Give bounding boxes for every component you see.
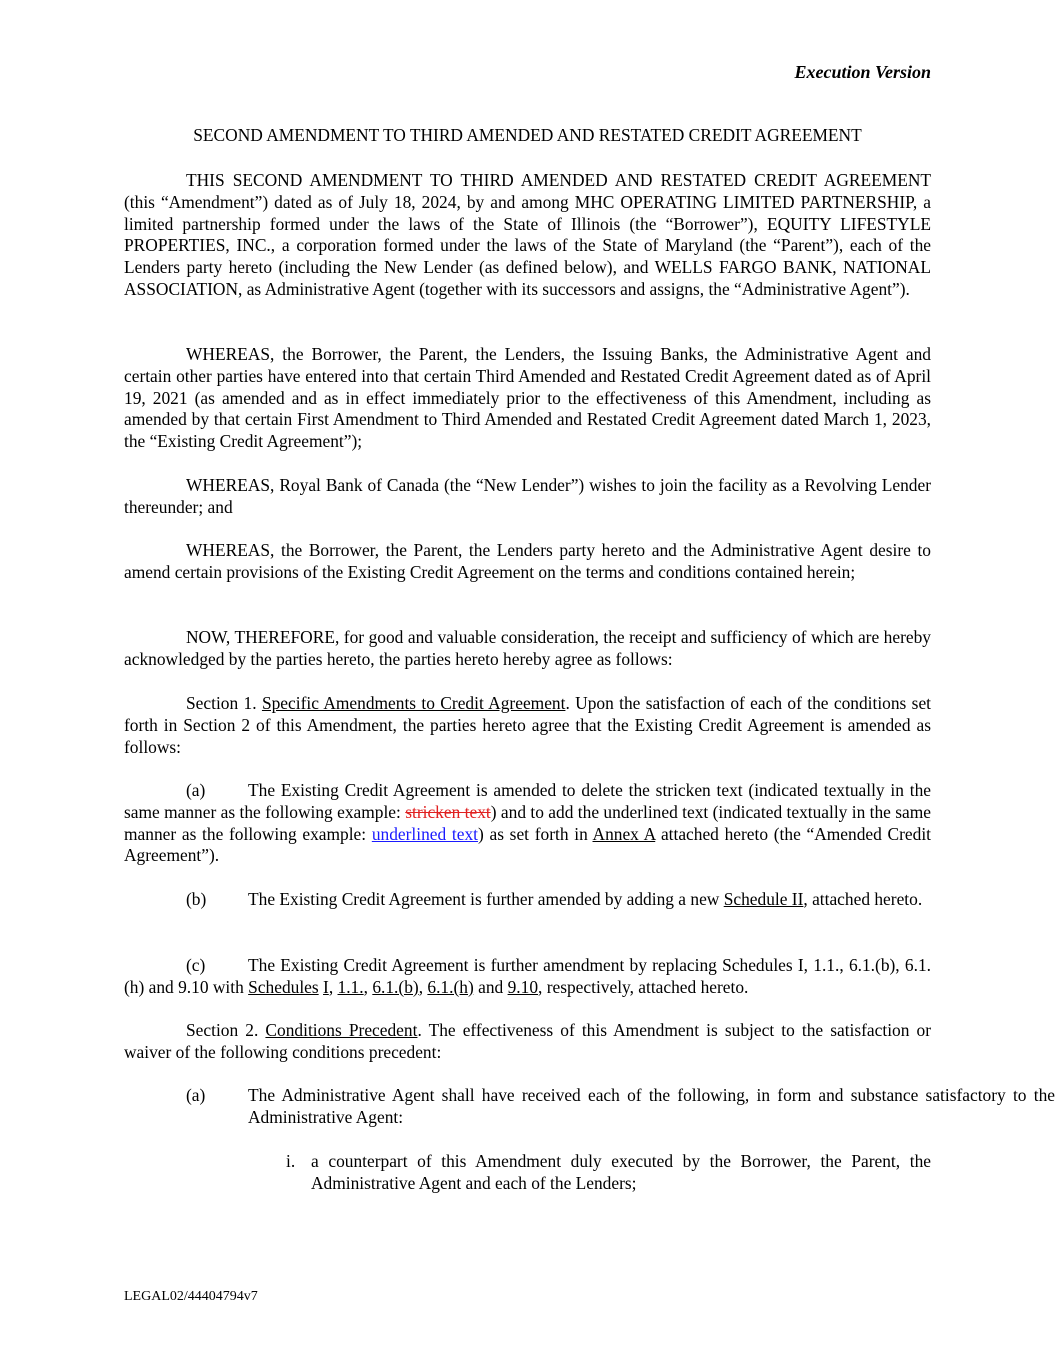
condition-i-paragraph xyxy=(124,1151,931,1195)
item-b-text-2: , attached hereto. xyxy=(803,889,923,909)
footer-doc-id: LEGAL02/44404794v7 xyxy=(124,1289,258,1304)
execution-version-label: Execution Version xyxy=(794,62,931,82)
section-2-paragraph xyxy=(124,1020,931,1064)
annex-a-ref: Annex A xyxy=(592,823,656,844)
whereas-paragraph-3: WHEREAS, the Borrower, the Parent, the Lenders party hereto and the Administrative Agent desire to amend certain provisions of the Existing Credit Agreement on the terms and conditions contained herein; xyxy=(124,540,931,582)
section-2-heading: Conditions Precedent xyxy=(265,1020,418,1040)
schedule-9-10-ref: 9.10 xyxy=(507,976,539,997)
item-c-paragraph: (c) The Existing Credit Agreement is further amendment by replacing Schedules I, 1.1., 6.1.(b), 6.1.(h) and 9.10 with Schedules I, 1.1., 6.1.(b), 6.1.(h) and 9.10, respectively, attached hereto. xyxy=(124,955,931,997)
item-b-label: (b) xyxy=(186,889,207,909)
item-a-text-2: ) and to add the underlined text (indicated textually in the same manner as the following example: xyxy=(124,801,932,844)
schedule-6-1-h-ref: 6.1.(h) xyxy=(427,976,474,997)
section-2-prefix: Section 2. xyxy=(186,1020,266,1040)
item-a-text-1: The Existing Credit Agreement is amended to delete the stricken text (indicated textually in the same manner as the following example: xyxy=(124,780,931,822)
item-b-text-1: The Existing Credit Agreement is further amended by adding a new xyxy=(248,889,724,909)
section-1-heading: Specific Amendments to Credit Agreement xyxy=(261,693,566,713)
item-a-text-3: ) as set forth in xyxy=(477,823,593,844)
condition-i-label: i. xyxy=(286,1151,296,1171)
item-a-text-4: attached hereto (the “Amended Credit Agreement”). xyxy=(124,823,932,866)
schedule-ii-ref: Schedule II xyxy=(723,889,804,909)
intro-paragraph: THIS SECOND AMENDMENT TO THIRD AMENDED AND RESTATED CREDIT AGREEMENT (this “Amendment”) dated as of July 18, 2024, by and among MHC OPERATING LIMITED PARTNERSHIP, a limited partnership formed under the laws of the State of Illinois (the “Borrower”), EQUITY LIFESTYLE PROPERTIES, INC., a corporation formed under the laws of the State of Maryland (the “Parent”), each of the Lenders party hereto (including the New Lender (as defined below), and WELLS FARGO BANK, NATIONAL ASSOCIATION, as Administrative Agent (together with its successors and assigns, the “Administrative Agent”). xyxy=(124,170,931,299)
item-c-and: and xyxy=(473,976,508,997)
section-2-text: . The effectiveness of this Amendment is subject to the satisfaction or waiver of the following conditions precedent: xyxy=(124,1020,932,1062)
schedule-i-ref: I xyxy=(323,976,329,997)
whereas-paragraph-1: WHEREAS, the Borrower, the Parent, the Lenders, the Issuing Banks, the Administrative Agent and certain other parties have entered into that certain Third Amended and Restated Credit Agreement dated as of April 19, 2021 (as amended and as in effect immediately prior to the effectiveness of this Amendment, including as amended by that certain First Amendment to Third Amended and Restated Credit Agreement dated March 1, 2023, the “Existing Credit Agreement”); xyxy=(124,344,931,452)
schedule-6-1-b-ref: 6.1.(b) xyxy=(372,976,419,997)
item-c-text-2: , respectively, attached hereto. xyxy=(538,976,749,997)
condition-a-label: (a) xyxy=(186,1085,206,1105)
item-c-text-1: The Existing Credit Agreement is further amendment by replacing Schedules I, 1.1., 6.1.(b), 6.1.(h) and 9.10 with xyxy=(124,955,931,997)
item-b-paragraph xyxy=(124,889,931,911)
section-1-text: . Upon the satisfaction of each of the conditions set forth in Section 2 of this Amendment, the parties hereto agree that the Existing Credit Agreement is amended as follows: xyxy=(124,693,931,757)
condition-a-paragraph xyxy=(124,1085,1055,1129)
schedule-1-1-ref: 1.1. xyxy=(337,976,364,997)
stricken-text-example: stricken text xyxy=(405,801,491,822)
condition-a-text: The Administrative Agent shall have received each of the following, in form and substance satisfactory to the Administrative Agent: xyxy=(248,1085,1055,1127)
section-1-paragraph xyxy=(124,693,931,758)
underlined-text-example[interactable]: underlined text xyxy=(371,823,478,844)
item-a-label: (a) xyxy=(186,780,206,800)
condition-i-text: a counterpart of this Amendment duly executed by the Borrower, the Parent, the Administrative Agent and each of the Lenders; xyxy=(311,1151,931,1193)
whereas-paragraph-2: WHEREAS, Royal Bank of Canada (the “New Lender”) wishes to join the facility as a Revolving Lender thereunder; and xyxy=(124,475,931,517)
schedules-ref: Schedules xyxy=(248,976,319,997)
document-title: SECOND AMENDMENT TO THIRD AMENDED AND RESTATED CREDIT AGREEMENT xyxy=(193,125,862,145)
now-therefore-paragraph: NOW, THEREFORE, for good and valuable consideration, the receipt and sufficiency of which are hereby acknowledged by the parties hereto, the parties hereto hereby agree as follows: xyxy=(124,627,931,669)
item-a-paragraph xyxy=(124,780,931,867)
item-c-label: (c) xyxy=(186,955,206,975)
section-1-prefix: Section 1. xyxy=(186,693,262,713)
